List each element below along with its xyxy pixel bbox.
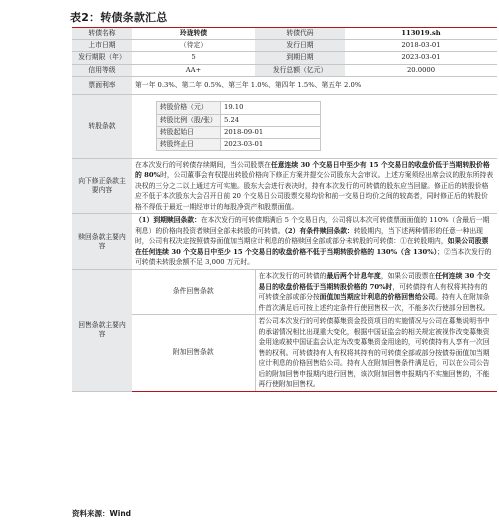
conditional-putback-text: 在本次发行的可转债的最后两个计息年度，如果公司股票在任何连续 30 个交易日的收盘价格低于当期转股价格的 70%时，可转债持有人有权将其持有的可转债全部或部分按面值加当期应计利息的价格回售给公司。持有人在附加条件首次满足后可按上述约定条件行使回售权一次，不能多次行使部分回售权。 [255,270,497,315]
listing-date-label: 上市日期 [72,40,132,52]
issue-date-value: 2018-03-01 [345,40,497,52]
additional-putback-text: 若公司本次发行的可转债募集资金投资项目的实施情况与公司在募集说明书中的承诺情况相比出现重大变化，根据中国证监会的相关规定被视作改变募集资金用途或被中国证监会认定为改变募集资金用途的，可转债持有人享有一次回售的权利。可转债持有人有权将其持有的可转债全部或部分按债券面值加当期应计利息的价格回售给公司。持有人在附加回售条件满足后，可以在公司公告后的附加回售申报期内进行回售，该次附加回售申报期内不实施回售的，不能再行使附加回售权。 [255,315,497,392]
issue-size-label: 发行总额（亿元） [255,64,345,76]
conversion-end-value: 2023-03-01 [221,138,321,150]
issue-size-value: 20.0000 [345,64,497,76]
redemption-text: （1）到期赎回条款：在本次发行的可转债期满后 5 个交易日内，公司将以本次可转债票面面值的 110%（含最后一期利息）的价格向投资者赎回全部未转股的可转债。（2）有条件赎回条款：转股期内，当下述两种情形的任意一种出现时，公司有权决定按照债券面值加当期应计利息的价格赎回全部或部分未转股的可转债：①在转股期内，如果公司股票在任何连续 30 个交易日中至少 15 个交易日的收盘价格不低于当期转股价格的 130%（含 130%）；②当本次发行的可转债未转股余额不足 3,000 万元时。 [132,214,497,270]
conversion-label: 转股条款 [72,94,132,158]
conversion-end-label: 转股终止日 [157,138,221,150]
table-row [72,315,497,392]
table-row [72,40,497,52]
table-row [72,52,497,64]
conversion-start-label: 转股起始日 [157,126,221,138]
additional-putback-label: 附加回售条款 [132,315,255,392]
table-title: 表2：转债条款汇总 [70,11,168,24]
maturity-date-value: 2023-03-01 [345,52,497,64]
revision-label: 向下修正条款主要内容 [72,158,132,214]
table-row [72,64,497,76]
revision-text: 在本次发行的可转债存续期间，当公司股票在任意连续 30 个交易日中至少有 15 个交易日的收盘价低于当期转股价格的 80%时，公司董事会有权提出转股价格向下修正方案并提交公司股东大会审议。上述方案须经出席会议的股东所持表决权的三分之二以上通过方可实施。股东大会进行表决时，持有本次发行的可转债的股东应当回避。修正后的转股价格应不低于本次股东大会召开日前 20 个交易日公司股票交易均价和前一交易日均价之间的较高者，同时修正后的转股价格不得低于最近一期经审计的每股净资产和股票面值。 [132,158,497,214]
bond-name-label: 转债名称 [72,28,132,40]
conversion-price-label: 转股价格（元） [157,102,221,114]
source-note: 资料来源：Wind [72,509,132,518]
table-row [72,270,497,315]
redemption-label: 赎回条款主要内容 [72,214,132,270]
conversion-ratio-value: 5.24 [221,114,321,126]
listing-date-value: （待定） [132,40,255,52]
bond-code-label: 转债代码 [255,28,345,40]
issue-date-label: 发行日期 [255,40,345,52]
table-row [72,214,497,270]
credit-rating-label: 信用等级 [72,64,132,76]
table-row [72,76,497,94]
table-row [72,158,497,214]
coupon-label: 票面利率 [72,76,132,94]
conditional-putback-label: 条件回售条款 [132,270,255,315]
term-label: 发行期限（年） [72,52,132,64]
table-row [72,94,497,158]
conversion-price-value: 19.10 [221,102,321,114]
bond-terms-table [72,27,497,392]
term-value: 5 [132,52,255,64]
table-row [72,28,497,40]
credit-rating-value: AA+ [132,64,255,76]
putback-label: 回售条款主要内容 [72,270,132,392]
bond-name-value: 玲珑转债 [132,28,255,40]
conversion-terms-table [156,101,321,151]
maturity-date-label: 到期日期 [255,52,345,64]
conversion-ratio-label: 转股比例（股/张） [157,114,221,126]
conversion-start-value: 2018-09-01 [221,126,321,138]
bond-code-value: 113019.sh [345,28,497,40]
coupon-text: 第一年 0.3%、第二年 0.5%、第三年 1.0%、第四年 1.5%、第五年 2.0% [132,76,497,94]
